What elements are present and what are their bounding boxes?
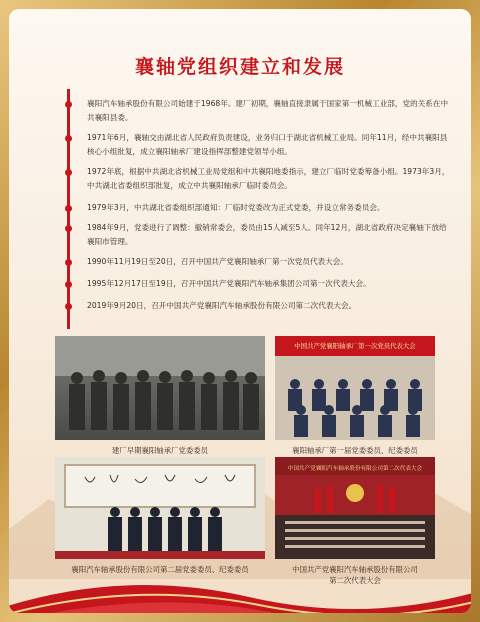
photo-second-congress bbox=[275, 457, 435, 559]
congress-hall bbox=[275, 475, 435, 559]
poster-panel bbox=[9, 9, 471, 613]
timeline-item: 1990年11月19日至20日，召开中国共产党襄阳轴承厂第一次党员代表大会。 bbox=[87, 255, 452, 269]
photo-early-committee bbox=[55, 336, 265, 440]
timeline-dot bbox=[65, 101, 72, 108]
red-ribbon-decoration bbox=[9, 557, 471, 613]
timeline-dot bbox=[65, 169, 72, 176]
group-photo-figures bbox=[55, 457, 265, 559]
timeline-item: 1984年9月，党委进行了调整：撤销常委会，委员由15人减至5人。同年12月，湖北省政府决定襄轴下放给襄阳市管理。 bbox=[87, 221, 452, 249]
timeline-dot bbox=[65, 259, 72, 266]
photo-caption: 建厂早期襄阳轴承厂党委委员 bbox=[111, 446, 209, 455]
timeline-dot bbox=[65, 303, 72, 310]
meeting-banner: 中国共产党襄阳轴承厂第一次党员代表大会 bbox=[275, 336, 435, 356]
timeline-dot bbox=[65, 281, 72, 288]
timeline-item: 1972年底，根据中共湖北省机械工业局党组和中共襄阳地委指示，建立厂临时党委筹备小组。1973年3月，中共湖北省委组织部批复，成立中共襄阳轴承厂临时委员会。 bbox=[87, 165, 452, 193]
timeline-dot bbox=[65, 205, 72, 212]
photo-second-committee bbox=[55, 457, 265, 559]
timeline-item: 1979年3月，中共湖北省委组织部通知：厂临时党委改为正式党委，并设立常务委员会。 bbox=[87, 201, 452, 215]
timeline-item: 襄阳汽车轴承股份有限公司始建于1968年。建厂初期，襄轴直接隶属于国家第一机械工业部，党的关系在中共襄阳县委。 bbox=[87, 97, 452, 125]
page-title: 襄轴党组织建立和发展 bbox=[134, 56, 345, 78]
timeline-item: 1995年12月17日至19日，召开中国共产党襄阳汽车轴承集团公司第一次代表大会。 bbox=[87, 277, 452, 291]
group-photo-figures bbox=[55, 336, 265, 440]
timeline-item: 1971年6月，襄轴交由湖北省人民政府负责建设，业务归口于湖北省机械工业局。同年11月，经中共襄阳县核心小组批复，成立襄阳轴承厂建设指挥部整建党领导小组。 bbox=[87, 131, 452, 159]
photo-caption: 襄阳汽车轴承股份有限公司第二届党委委员、纪委委员 bbox=[71, 565, 249, 574]
photo-caption: 襄阳轴承厂第一届党委委员、纪委委员 bbox=[292, 446, 418, 455]
meeting-banner: 中国共产党襄阳汽车轴承股份有限公司第二次代表大会 bbox=[287, 466, 423, 472]
photo-caption: 中国共产党襄阳汽车轴承股份有限公司 第二次代表大会 bbox=[292, 565, 418, 585]
group-photo-figures bbox=[275, 356, 435, 440]
timeline-dot bbox=[65, 225, 72, 232]
timeline-item: 2019年9月20日，召开中国共产党襄阳汽车轴承股份有限公司第二次代表大会。 bbox=[87, 299, 452, 313]
photo-first-committee bbox=[275, 336, 435, 440]
timeline-dot bbox=[65, 135, 72, 142]
